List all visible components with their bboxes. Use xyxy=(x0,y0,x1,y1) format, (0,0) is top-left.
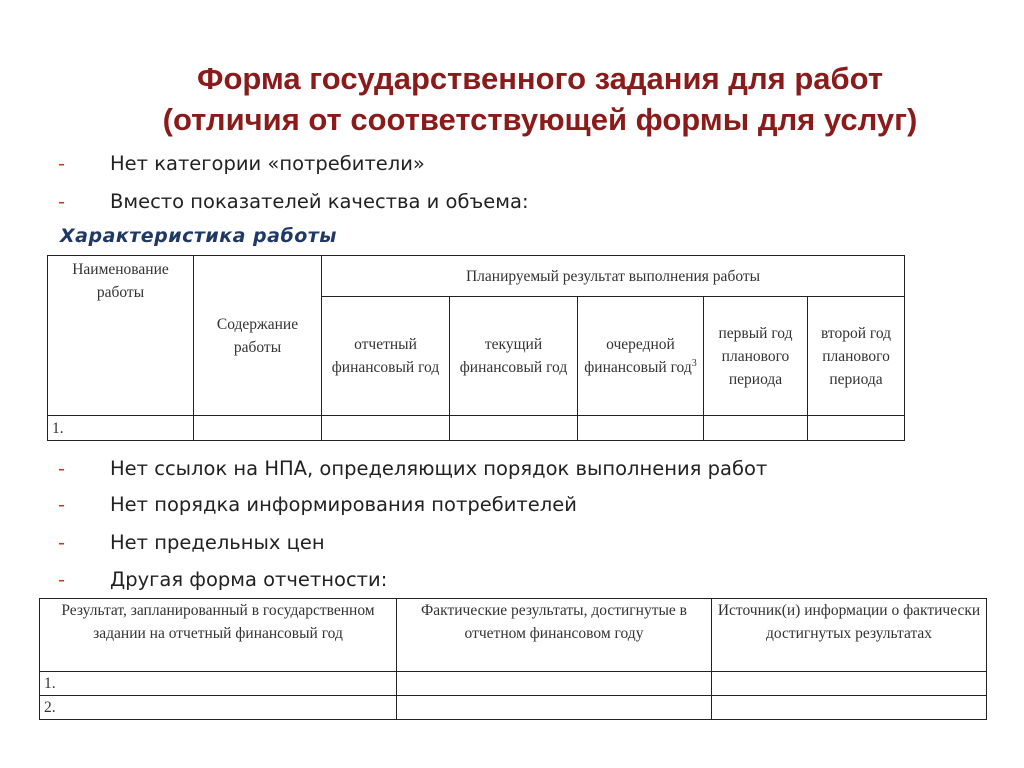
reporting-table xyxy=(39,598,987,720)
bullet-dash: - xyxy=(58,531,66,554)
page-title-line-2: (отличия от соответствующей формы для услуг) xyxy=(162,102,918,137)
page-title xyxy=(60,58,1020,140)
bullet-item xyxy=(58,189,529,215)
header-first-plan-year: первый год планового периода xyxy=(704,297,808,416)
bullet-item xyxy=(58,530,325,556)
table-cell xyxy=(578,416,704,441)
table-row xyxy=(40,672,987,696)
table-cell xyxy=(712,672,987,696)
section-subheading: Характеристика работы xyxy=(60,225,337,247)
header-work-name: Наименование работы xyxy=(48,256,194,416)
bullet-dash: - xyxy=(58,457,66,480)
table-cell xyxy=(397,672,712,696)
table-row xyxy=(40,696,987,720)
bullet-dash: - xyxy=(58,152,66,175)
header-planned-result: Планируемый результат выполнения работы xyxy=(322,256,905,297)
footnote-marker: 3 xyxy=(691,357,697,369)
row-number: 1. xyxy=(48,416,194,441)
bullet-item xyxy=(58,151,425,177)
table-cell xyxy=(704,416,808,441)
table-cell xyxy=(322,416,450,441)
table-cell xyxy=(808,416,905,441)
header-next-year xyxy=(578,297,704,416)
header-planned-result: Результат, запланированный в государственном задании на отчетный финансовый год xyxy=(40,599,397,672)
bullet-dash: - xyxy=(58,493,66,516)
bullet-text: Нет ссылок на НПА, определяющих порядок выполнения работ xyxy=(110,457,768,480)
table-cell xyxy=(397,696,712,720)
row-number: 2. xyxy=(40,696,397,720)
bullet-text: Нет порядка информирования потребителей xyxy=(110,493,577,516)
bullet-dash: - xyxy=(58,190,66,213)
header-work-content: Содержание работы xyxy=(194,256,322,416)
bullet-item xyxy=(58,456,767,482)
bullet-text: Другая форма отчетности: xyxy=(110,568,388,591)
bullet-text: Нет предельных цен xyxy=(110,531,325,554)
table-cell xyxy=(194,416,322,441)
header-actual-result: Фактические результаты, достигнутые в отчетном финансовом году xyxy=(397,599,712,672)
bullet-text: Нет категории «потребители» xyxy=(110,152,425,175)
header-second-plan-year: второй год планового периода xyxy=(808,297,905,416)
row-number: 1. xyxy=(40,672,397,696)
table-cell xyxy=(712,696,987,720)
header-current-year: текущий финансовый год xyxy=(450,297,578,416)
table-row xyxy=(48,416,905,441)
bullet-dash: - xyxy=(58,568,66,591)
bullet-item xyxy=(58,492,577,518)
work-characteristics-table xyxy=(47,255,905,441)
bullet-item xyxy=(58,567,387,593)
bullet-text: Вместо показателей качества и объема: xyxy=(110,190,529,213)
header-info-source: Источник(и) информации о фактически достигнутых результатах xyxy=(712,599,987,672)
header-reporting-year: отчетный финансовый год xyxy=(322,297,450,416)
page-title-line-1: Форма государственного задания для работ xyxy=(196,61,884,96)
header-next-year-text: очередной финансовый год xyxy=(584,336,692,376)
table-cell xyxy=(450,416,578,441)
